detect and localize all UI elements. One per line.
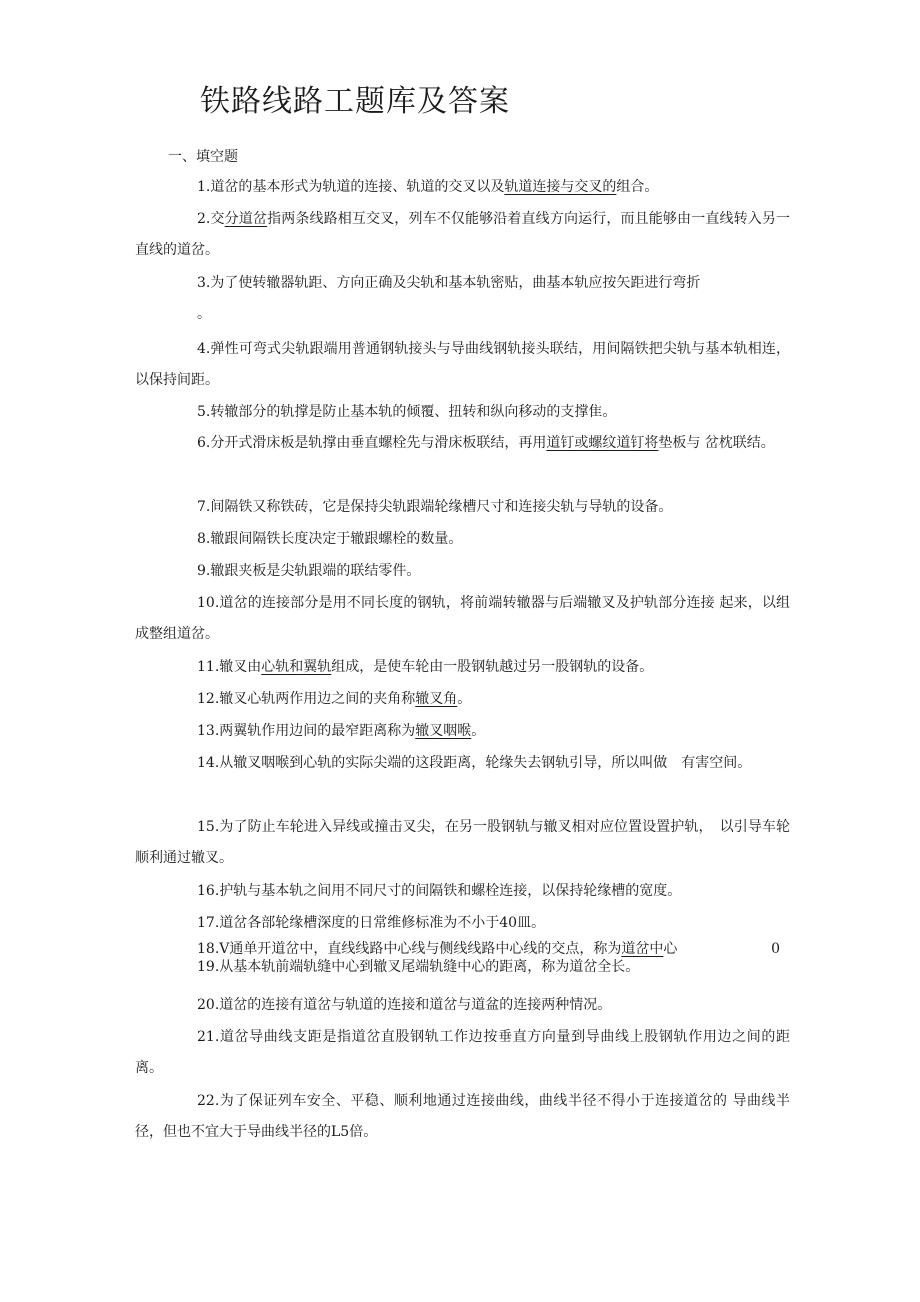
question-text: 道岔各部轮缘槽深度的日常维修标准为不小于40皿。	[219, 915, 546, 931]
question-number: 16.	[197, 883, 220, 899]
question-number: 19.	[197, 959, 220, 975]
question-18	[135, 940, 790, 958]
question-22	[135, 1086, 790, 1148]
question-6	[135, 428, 790, 459]
question-1	[135, 172, 790, 203]
question-number: 18.	[197, 941, 220, 957]
question-text: 从基本轨前端轨缝中心到辙叉尾端轨缝中心的距离，称为道岔全长。	[219, 959, 640, 975]
question-14	[135, 748, 790, 779]
answer-underlined: 道钉或螺纹道钉将	[546, 435, 659, 451]
question-12	[135, 684, 790, 715]
question-number: 5.	[197, 404, 211, 420]
question-text: 两翼轨作用边间的最窄距离称为	[219, 723, 416, 739]
question-text: 组合。	[616, 179, 659, 195]
question-number: 10.	[197, 595, 220, 611]
question-text: 间隔铁又称铁砖，它是保持尖轨跟端轮缘槽尺寸和连接尖轨与导轨的设备。	[210, 499, 673, 515]
question-9	[135, 556, 790, 587]
answer-underlined: 辙叉角	[415, 691, 458, 707]
question-3	[135, 268, 790, 330]
section-heading: 一、填空题	[168, 149, 238, 165]
question-text: 辙叉由	[219, 659, 262, 675]
question-text: 指两条线路相互交叉，列车不仅能够沿着直线方向运行，而且能够由一直线转入另一直线的道岔。	[135, 211, 791, 258]
question-text: 分开式滑床板是轨撑由垂直螺栓先与滑床板联结，再用	[210, 435, 547, 451]
question-number: 21.	[197, 1029, 220, 1045]
question-text: 辙跟间隔铁长度决定于辙跟螺栓的数量。	[210, 531, 463, 547]
question-text: 。	[457, 691, 472, 707]
answer-underlined: 心轨和翼轨	[261, 659, 332, 675]
question-text: 从辙叉咽喉到心轨的实际尖端的这段距离，轮缘失去钢轨引导，所以叫做 有害空间。	[219, 755, 752, 771]
question-number: 14.	[197, 755, 220, 771]
answer-underlined: 辙叉咽喉	[415, 723, 472, 739]
question-number: 6.	[197, 435, 211, 451]
page-title: 铁路线路工题库及答案	[200, 84, 510, 119]
question-number: 3.	[197, 275, 211, 291]
question-21	[135, 1022, 790, 1084]
question-text: 道岔的基本形式为轨道的连接、轨道的交叉以及	[210, 179, 505, 195]
question-tail: 。	[197, 306, 211, 322]
question-text: 转辙部分的轨撑是防止基本轨的倾覆、扭转和纵向移动的支撑隹。	[210, 404, 617, 420]
question-number: 22.	[197, 1093, 220, 1109]
question-number: 2.	[197, 211, 211, 227]
question-number: 12.	[197, 691, 220, 707]
question-text: 护轨与基本轨之间用不同尺寸的间隔铁和螺栓连接，以保持轮缘槽的宽度。	[219, 883, 682, 899]
question-16	[135, 876, 790, 907]
question-text: 道岔的连接有道岔与轨道的连接和道岔与道盆的连接两种情况。	[219, 997, 612, 1013]
question-text: V通单开道岔中，直线线路中心线与侧线线路中心线的交点，称为	[219, 941, 622, 957]
question-text: 交	[210, 211, 225, 227]
question-number: 11.	[197, 659, 220, 675]
question-number: 17.	[197, 915, 220, 931]
question-19	[135, 958, 790, 976]
question-10	[135, 588, 790, 650]
question-text: 为了防止车轮进入异线或撞击叉尖，在另一股钢轨与辙叉相对应位置设置护轨， 以引导车轮顺利通过辙叉。	[135, 819, 790, 866]
question-13	[135, 716, 790, 747]
question-7	[135, 492, 790, 523]
question-text: 组成，是使车轮由一股钢轨越过另一股钢轨的设备。	[331, 659, 654, 675]
answer-underlined: 轨道连接与交叉的	[504, 179, 617, 195]
question-text: 为了使转辙器轨距、方向正确及尖轨和基本轨密贴，曲基本轨应按矢距进行弯折	[210, 275, 701, 291]
question-text: 为了保证列车安全、平稳、顺利地通过连接曲线，曲线半径不得小于连接道岔的 导曲线半径，但也不宜大于导曲线半径的L5倍。	[135, 1093, 790, 1140]
question-11	[135, 652, 790, 683]
question-number: 4.	[197, 341, 211, 357]
question-2	[135, 204, 790, 266]
question-4	[135, 334, 790, 396]
question-number: 8.	[197, 531, 211, 547]
question-number: 15.	[197, 819, 220, 835]
question-text: 弹性可弯式尖轨跟端用普通钢轨接头与导曲线钢轨接头联结，用间隔铁把尖轨与基本轨相连，以保持间距。	[135, 341, 790, 388]
question-text: 道岔的连接部分是用不同长度的钢轨，将前端转辙器与后端辙叉及护轨部分连接 起来，以组成整组道岔。	[135, 595, 790, 642]
question-number: 13.	[197, 723, 220, 739]
question-5	[135, 397, 790, 428]
answer-underlined: 道岔中	[621, 941, 664, 957]
question-8	[135, 524, 790, 555]
answer-underlined: 分道岔	[224, 211, 268, 227]
question-tail: 0	[771, 941, 780, 957]
question-text: 心	[663, 941, 678, 957]
question-text: 辙跟夹板是尖轨跟端的联结零件。	[210, 563, 421, 579]
question-17	[135, 908, 790, 939]
question-text: 道岔导曲线支距是指道岔直股钢轨工作边按垂直方向量到导曲线上股钢轨作用边之间的距离。	[135, 1029, 790, 1076]
question-number: 9.	[197, 563, 211, 579]
question-number: 1.	[197, 179, 211, 195]
question-20	[135, 990, 790, 1021]
question-15	[135, 812, 790, 874]
question-number: 7.	[197, 499, 211, 515]
question-text: 。	[471, 723, 486, 739]
question-number: 20.	[197, 997, 220, 1013]
question-text: 辙叉心轨两作用边之间的夹角称	[219, 691, 416, 707]
question-text: 垫板与 岔枕联结。	[658, 435, 775, 451]
